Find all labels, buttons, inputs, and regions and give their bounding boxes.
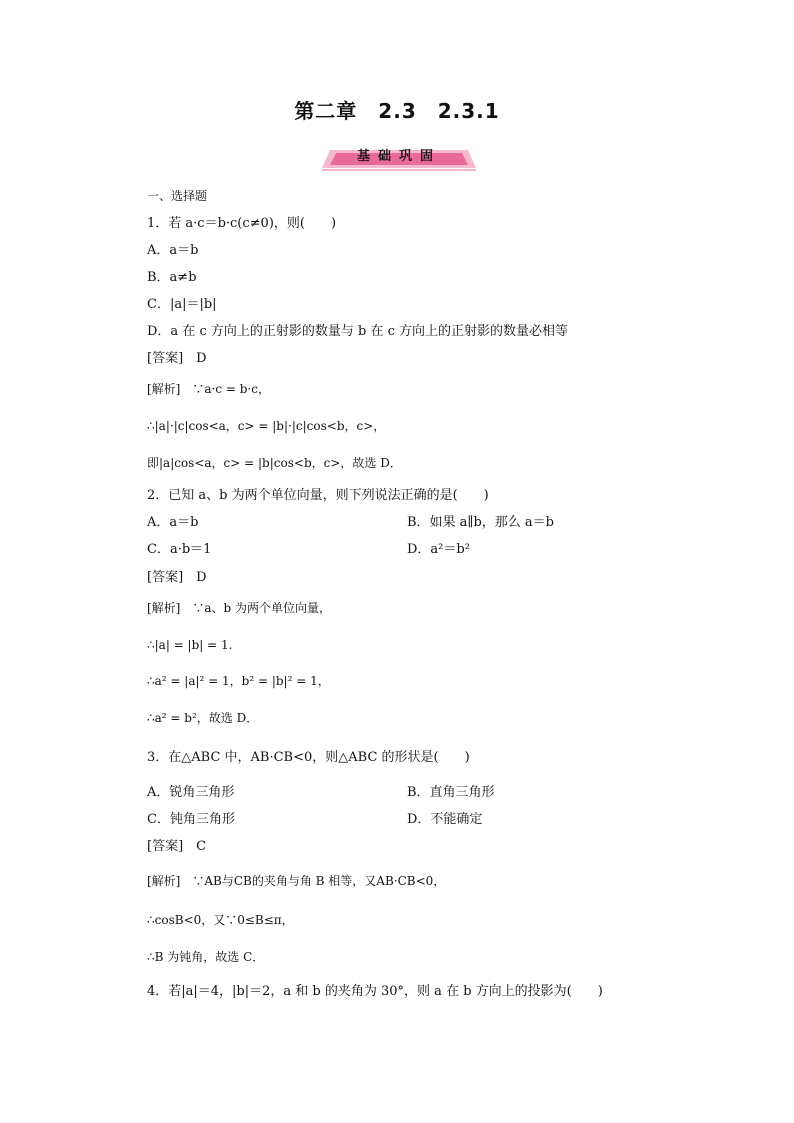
q3-analysis-line: ∴cosB<0，又∵0≤B≤π， bbox=[147, 913, 294, 927]
q2-option-c: C．a·b＝1 bbox=[147, 542, 212, 557]
q3-analysis-line: ∴B 为钝角，故选 C． bbox=[147, 950, 265, 964]
q2-answer: [答案] D bbox=[147, 570, 207, 585]
q1-analysis-line: ∴|a|·|c|cos<a，c> = |b|·|c|cos<b，c>， bbox=[147, 419, 386, 433]
q1-stem: 1．若 a·c＝b·c(c≠0)，则( ) bbox=[147, 216, 337, 231]
q2-analysis-line: ∴|a| = |b| = 1. bbox=[147, 638, 233, 652]
q1-analysis-line: [解析] ∵a·c = b·c， bbox=[147, 382, 270, 396]
q3-option-b: B．直角三角形 bbox=[407, 785, 495, 800]
q1-answer: [答案] D bbox=[147, 351, 207, 366]
q3-option-d: D．不能确定 bbox=[407, 812, 483, 827]
q1-option-a: A．a＝b bbox=[147, 243, 199, 258]
q3-option-c: C．钝角三角形 bbox=[147, 812, 235, 827]
q2-analysis-line: [解析] ∵a、b 为两个单位向量， bbox=[147, 601, 332, 615]
q3-answer: [答案] C bbox=[147, 839, 207, 854]
q4-stem: 4．若|a|＝4，|b|＝2，a 和 b 的夹角为 30°，则 a 在 b 方向上的投影为( ) bbox=[147, 984, 603, 999]
q2-analysis-line: ∴a² = b²，故选 D． bbox=[147, 711, 259, 725]
section-banner bbox=[322, 146, 476, 172]
q3-stem: 3．在△ABC 中，AB·CB<0，则△ABC 的形状是( ) bbox=[147, 750, 470, 765]
q2-stem: 2．已知 a、b 为两个单位向量，则下列说法正确的是( ) bbox=[147, 488, 489, 503]
page-title: 第二章 2.3 2.3.1 bbox=[294, 99, 500, 123]
q2-option-a: A．a＝b bbox=[147, 515, 199, 530]
q2-option-d: D．a²＝b² bbox=[407, 542, 470, 557]
q1-analysis-line: 即|a|cos<a，c> = |b|cos<b，c>，故选 D． bbox=[147, 456, 402, 470]
section-heading: 一、选择题 bbox=[147, 189, 208, 203]
q3-option-a: A．锐角三角形 bbox=[147, 785, 235, 800]
q1-option-b: B．a≠b bbox=[147, 270, 197, 285]
q3-analysis-line: [解析] ∵AB与CB的夹角与角 B 相等，又AB·CB<0， bbox=[147, 874, 446, 888]
banner-label: 基础巩固 bbox=[356, 149, 441, 164]
q2-analysis-line: ∴a² = |a|² = 1，b² = |b|² = 1， bbox=[147, 674, 330, 688]
q1-option-d: D．a 在 c 方向上的正射影的数量与 b 在 c 方向上的正射影的数量必相等 bbox=[147, 324, 568, 339]
q2-option-b: B．如果 a∥b，那么 a＝b bbox=[407, 515, 554, 530]
q1-option-c: C．|a|＝|b| bbox=[147, 297, 217, 312]
